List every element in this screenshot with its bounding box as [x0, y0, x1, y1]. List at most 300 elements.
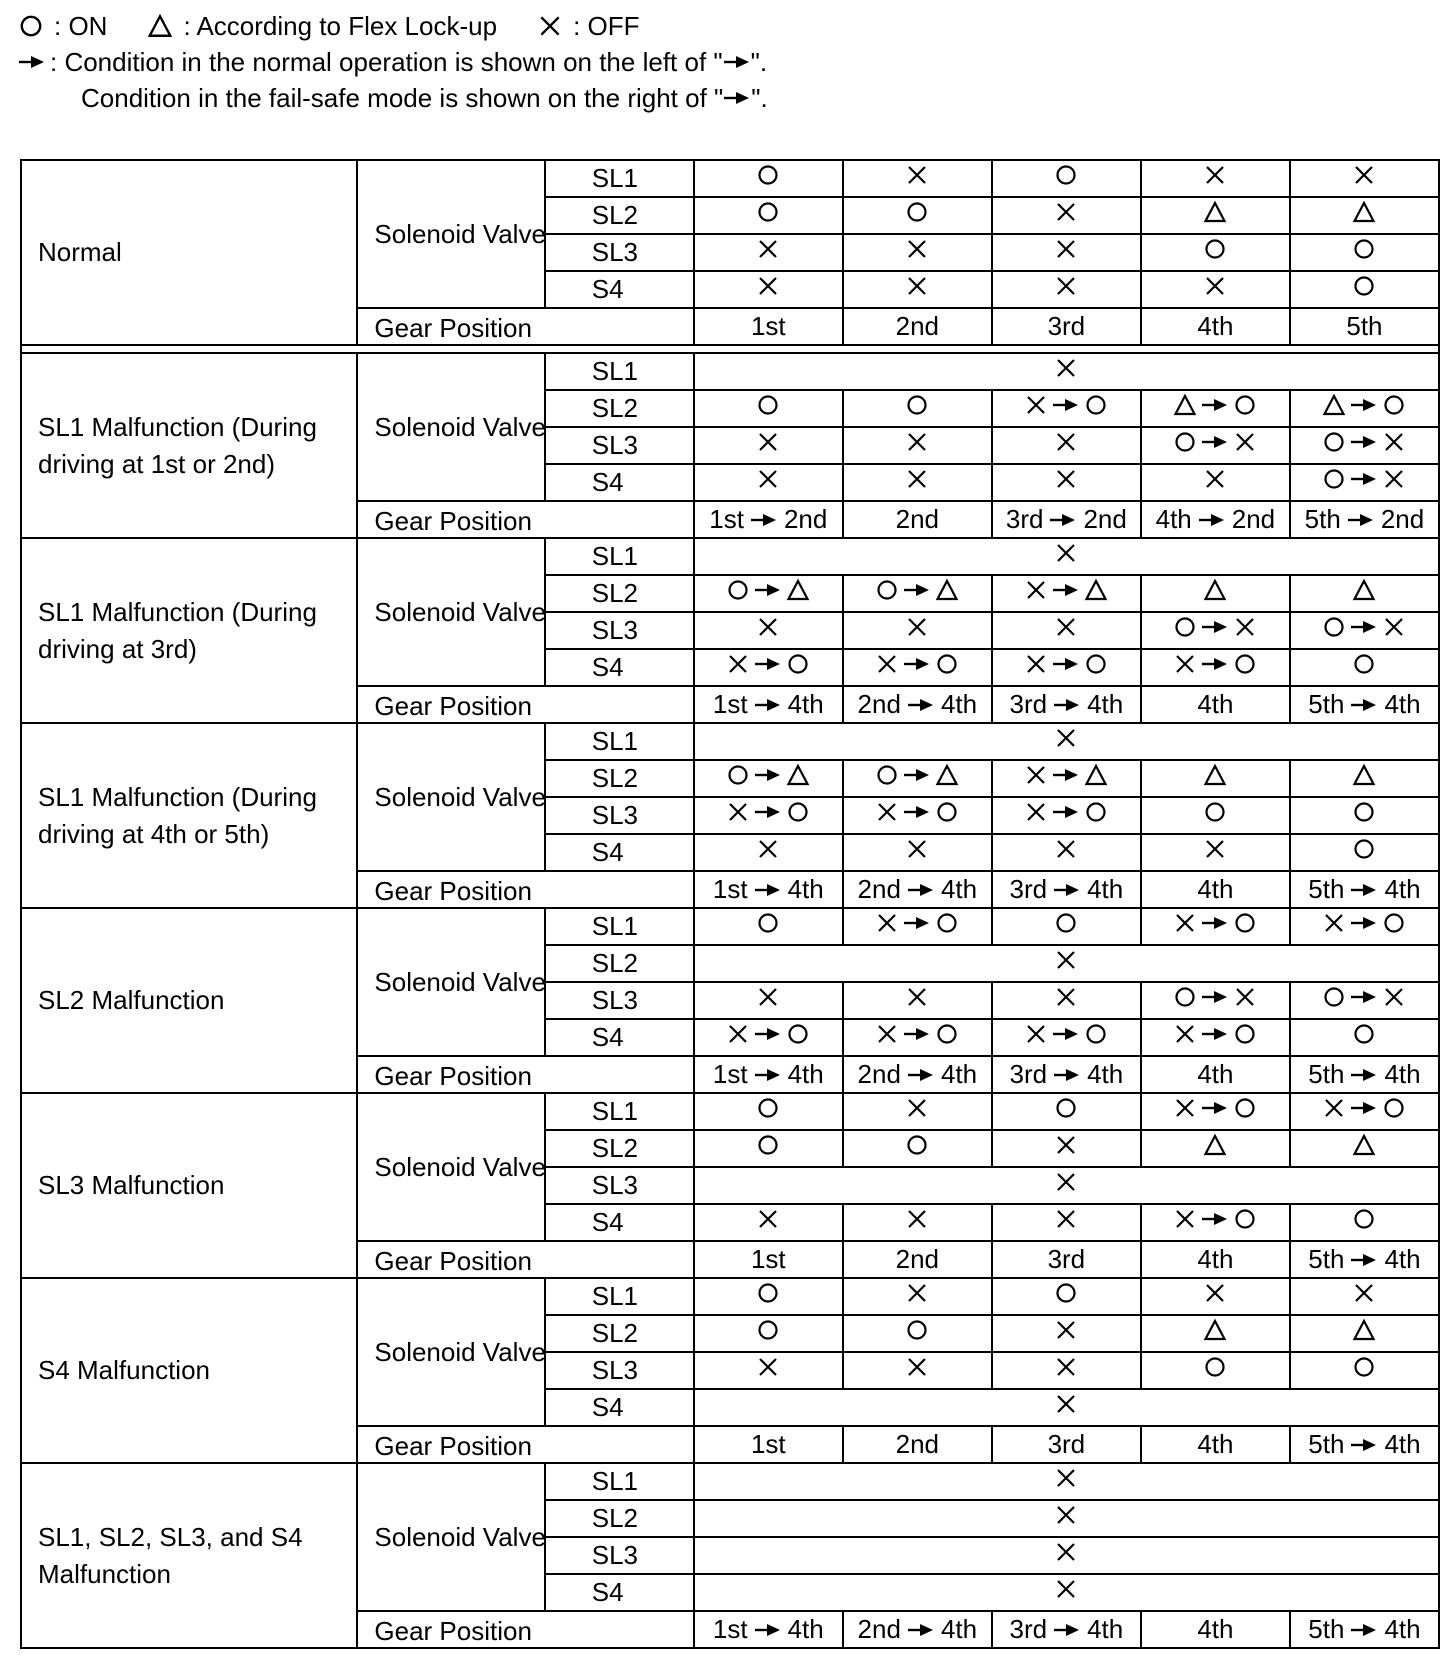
cross-icon [756, 985, 780, 1009]
symbol-value [756, 200, 780, 224]
state-cell [694, 464, 843, 501]
symbol-value [1322, 467, 1406, 491]
cross-icon [905, 615, 929, 639]
triangle-icon [1203, 200, 1227, 224]
table-row [21, 723, 1439, 760]
arrow-right-icon [1201, 430, 1229, 454]
state-cell [1290, 908, 1439, 945]
arrow-right-icon [907, 878, 935, 902]
state-cell [694, 649, 843, 686]
gear-text: 5th [1308, 1614, 1345, 1644]
circle-icon [1352, 1022, 1376, 1046]
cross-icon [875, 911, 899, 935]
arrow-right-icon [1053, 693, 1081, 717]
gear-text: 4th [940, 689, 978, 719]
gear-value [1048, 1429, 1086, 1460]
symbol-value [1173, 1096, 1257, 1120]
cross-icon [756, 237, 780, 261]
cross-icon [1382, 430, 1406, 454]
gear-position-label: Gear Position [357, 308, 544, 345]
symbol-value [1352, 1281, 1376, 1305]
triangle-icon [1322, 393, 1346, 417]
circle-icon [1322, 467, 1346, 491]
state-cell [694, 427, 843, 464]
arrow-right-icon [1053, 878, 1081, 902]
circle-icon [1382, 393, 1406, 417]
gear-text: 4th [1087, 1614, 1124, 1644]
state-cell [843, 427, 992, 464]
gear-value [1197, 874, 1233, 905]
cross-icon [756, 1355, 780, 1379]
valve-label: SL3 [545, 427, 694, 464]
cross-icon [756, 1207, 780, 1231]
state-cell [1290, 1019, 1439, 1056]
state-cell [843, 612, 992, 649]
arrow-right-icon [903, 763, 931, 787]
symbol-value [1173, 615, 1257, 639]
circle-icon [1233, 1022, 1257, 1046]
triangle-icon [1352, 578, 1376, 602]
legend [18, 8, 768, 116]
gear-text: 1st [750, 311, 786, 341]
state-cell [843, 760, 992, 797]
legend-line-arrow-failsafe [18, 80, 768, 116]
circle-icon [1233, 1207, 1257, 1231]
triangle-icon [935, 578, 959, 602]
state-cell [694, 1278, 843, 1315]
arrow-right-icon [1350, 1248, 1378, 1272]
valve-label: SL2 [545, 390, 694, 427]
section-name: SL1, SL2, SL3, and S4 Malfunction [21, 1463, 357, 1648]
gear-cell [843, 501, 992, 538]
gear-text: 5th [1308, 874, 1345, 904]
circle-icon [1352, 274, 1376, 298]
circle-icon [1352, 1207, 1376, 1231]
symbol-value [1322, 615, 1406, 639]
state-cell [843, 390, 992, 427]
legend-text: : ON [54, 11, 108, 41]
table-row [21, 908, 1439, 945]
arrow-right-icon [754, 693, 782, 717]
arrow-right-icon [1052, 578, 1080, 602]
gear-value [1308, 689, 1420, 720]
triangle-icon [1084, 578, 1108, 602]
gear-value [713, 1059, 824, 1090]
gear-position-label: Gear Position [357, 1426, 544, 1463]
gear-cell [992, 686, 1141, 723]
circle-icon [1054, 163, 1078, 187]
state-cell [1290, 834, 1439, 871]
valve-label: SL2 [545, 945, 694, 982]
state-cell [1290, 390, 1439, 427]
state-cell [694, 160, 843, 197]
gear-text: 4th [940, 1059, 978, 1089]
state-cell [694, 197, 843, 234]
state-cell [694, 271, 843, 308]
cross-icon [1024, 763, 1048, 787]
cross-icon [756, 430, 780, 454]
gear-text: 2nd [857, 1059, 901, 1089]
cross-icon [726, 652, 750, 676]
triangle-icon [1352, 1133, 1376, 1157]
gear-text: 4th [787, 874, 824, 904]
gear-value [1308, 1244, 1420, 1275]
cross-icon [1054, 1355, 1078, 1379]
cross-icon [1382, 467, 1406, 491]
valve-label: SL2 [545, 1500, 694, 1537]
circle-icon [935, 652, 959, 676]
state-cell [843, 271, 992, 308]
symbol-value [905, 430, 929, 454]
circle-icon [1233, 652, 1257, 676]
section-name: SL1 Malfunction (During driving at 4th or 5th) [21, 723, 357, 908]
symbol-value [756, 430, 780, 454]
state-cell [843, 1352, 992, 1389]
circle-icon [1173, 615, 1197, 639]
symbol-value [1024, 393, 1108, 417]
gear-position-spacer [545, 1611, 694, 1648]
symbol-value [1352, 837, 1376, 861]
state-cell [992, 234, 1141, 271]
gear-cell [843, 686, 992, 723]
gear-text: 4th [1384, 1244, 1421, 1274]
section-separator [21, 345, 1439, 353]
valve-label: SL1 [545, 160, 694, 197]
gear-text: 5th [1308, 1244, 1345, 1274]
gear-position-spacer [545, 1056, 694, 1093]
gear-text: 2nd [857, 689, 901, 719]
state-cell [1290, 464, 1439, 501]
gear-text: 4th [1087, 689, 1124, 719]
state-cell [1141, 1278, 1290, 1315]
gear-text: 4th [787, 1614, 824, 1644]
cross-icon [1203, 1281, 1227, 1305]
gear-value [858, 874, 978, 905]
arrow-right-icon [1350, 615, 1378, 639]
arrow-right-icon [1350, 1096, 1378, 1120]
symbol-value [905, 274, 929, 298]
symbol-value [875, 911, 959, 935]
state-cell [1141, 1093, 1290, 1130]
cross-icon [1054, 1466, 1078, 1490]
symbol-value [1203, 163, 1227, 187]
gear-cell [1290, 1611, 1439, 1648]
cross-icon [1054, 1170, 1078, 1194]
cross-icon [1352, 1281, 1376, 1305]
gear-value [1197, 1059, 1233, 1090]
cross-icon [726, 800, 750, 824]
valve-label: SL1 [545, 538, 694, 575]
arrow-right-icon [750, 508, 778, 532]
state-cell [992, 575, 1141, 612]
symbol-value [1173, 652, 1257, 676]
state-cell [1141, 197, 1290, 234]
valve-label: SL3 [545, 234, 694, 271]
state-cell [843, 1278, 992, 1315]
symbol-value [905, 200, 929, 224]
symbol-value [756, 237, 780, 261]
gear-position-spacer [545, 308, 694, 345]
state-cell [992, 1315, 1141, 1352]
gear-text: 1st [712, 1614, 748, 1644]
symbol-value [1054, 1577, 1078, 1601]
cross-icon [1024, 800, 1048, 824]
state-cell-span [694, 1389, 1439, 1426]
gear-cell [694, 1611, 843, 1648]
triangle-icon [1203, 763, 1227, 787]
state-cell [1141, 1352, 1290, 1389]
cross-icon [1173, 1096, 1197, 1120]
circle-icon [1203, 237, 1227, 261]
symbol-value [756, 393, 780, 417]
valve-label: S4 [545, 464, 694, 501]
gear-text: 4th [1087, 874, 1124, 904]
symbol-value [1203, 800, 1227, 824]
gear-value [1156, 504, 1276, 535]
gear-cell [843, 871, 992, 908]
valve-label: S4 [545, 1574, 694, 1611]
state-cell [992, 1352, 1141, 1389]
gear-text: 4th [1197, 874, 1234, 904]
state-cell [1290, 271, 1439, 308]
gear-cell [694, 1241, 843, 1278]
state-cell [843, 1130, 992, 1167]
gear-position-spacer [545, 686, 694, 723]
cross-icon [756, 615, 780, 639]
gear-cell [694, 871, 843, 908]
symbol-value [756, 274, 780, 298]
cross-icon [756, 274, 780, 298]
section-name: Normal [21, 160, 357, 345]
legend-line-arrow-normal [18, 44, 768, 80]
gear-cell [1141, 686, 1290, 723]
triangle-icon [1352, 763, 1376, 787]
gear-cell [992, 308, 1141, 345]
cross-icon [1054, 726, 1078, 750]
arrow-right-icon [723, 50, 751, 74]
gear-text: 4th [1384, 874, 1421, 904]
symbol-value [905, 985, 929, 1009]
symbol-value [1054, 1281, 1078, 1305]
symbol-value [756, 1207, 780, 1231]
state-cell [992, 1130, 1141, 1167]
gear-value [713, 689, 824, 720]
valve-label: SL3 [545, 612, 694, 649]
cross-icon [905, 430, 929, 454]
symbol-value [1322, 1096, 1406, 1120]
gear-text: 4th [1155, 504, 1192, 534]
state-cell [1141, 982, 1290, 1019]
state-cell [694, 1093, 843, 1130]
cross-icon [1233, 615, 1257, 639]
legend-text: : OFF [573, 11, 640, 41]
arrow-right-icon [1201, 985, 1229, 1009]
gear-cell [1141, 1426, 1290, 1463]
symbol-value [1352, 1022, 1376, 1046]
cross-icon [1054, 985, 1078, 1009]
arrow-right-icon [1052, 652, 1080, 676]
arrow-right-icon [754, 1063, 782, 1087]
state-cell [1290, 197, 1439, 234]
state-cell [992, 390, 1141, 427]
gear-text: 3rd [1009, 874, 1048, 904]
gear-text: 2nd [857, 1614, 901, 1644]
state-cell [843, 1093, 992, 1130]
gear-value [751, 311, 786, 342]
state-cell [1141, 390, 1290, 427]
arrow-right-icon [1201, 652, 1229, 676]
state-cell [1141, 1204, 1290, 1241]
circle-icon [756, 1318, 780, 1342]
table-row [21, 353, 1439, 390]
gear-cell [1141, 501, 1290, 538]
symbol-value [1054, 200, 1078, 224]
gear-text: 2nd [857, 874, 901, 904]
symbol-value [1352, 1318, 1376, 1342]
arrow-right-icon [1201, 911, 1229, 935]
gear-cell [843, 1056, 992, 1093]
state-cell [843, 834, 992, 871]
state-cell [992, 797, 1141, 834]
gear-position-spacer [545, 871, 694, 908]
cross-icon [905, 985, 929, 1009]
circle-icon [1084, 1022, 1108, 1046]
arrow-right-icon [903, 652, 931, 676]
state-cell [992, 908, 1141, 945]
symbol-value [905, 1207, 929, 1231]
symbol-value [875, 578, 959, 602]
gear-text: 2nd [895, 311, 940, 341]
cross-icon [1054, 1392, 1078, 1416]
gear-value [896, 1429, 939, 1460]
triangle-icon [1203, 578, 1227, 602]
state-cell [694, 908, 843, 945]
solenoid-valve-label: Solenoid Valve [357, 353, 544, 501]
symbol-value [1203, 274, 1227, 298]
arrow-right-icon [1201, 1096, 1229, 1120]
section-name: SL3 Malfunction [21, 1093, 357, 1278]
gear-value [896, 1244, 939, 1275]
symbol-value [1173, 1022, 1257, 1046]
gear-cell [694, 501, 843, 538]
valve-label: SL1 [545, 1093, 694, 1130]
symbol-value [1054, 615, 1078, 639]
state-cell [1141, 464, 1290, 501]
legend-text: : Condition in the normal operation is shown on the left of " [50, 47, 723, 77]
symbol-value [1173, 911, 1257, 935]
gear-value [858, 1614, 978, 1645]
state-cell [1141, 612, 1290, 649]
state-cell [843, 908, 992, 945]
symbol-value [756, 1318, 780, 1342]
triangle-icon [786, 763, 810, 787]
symbol-value [905, 393, 929, 417]
arrow-right-icon [1350, 1433, 1378, 1457]
cross-icon [905, 837, 929, 861]
arrow-right-icon [754, 763, 782, 787]
valve-label: SL1 [545, 1278, 694, 1315]
cross-icon [905, 1207, 929, 1231]
valve-label: S4 [545, 1204, 694, 1241]
state-cell [1141, 427, 1290, 464]
state-cell [843, 197, 992, 234]
state-cell [843, 1315, 992, 1352]
state-cell [694, 982, 843, 1019]
state-cell [1290, 1093, 1439, 1130]
symbol-value [1173, 1207, 1257, 1231]
arrow-right-icon [903, 800, 931, 824]
state-cell [1290, 575, 1439, 612]
cross-icon [1173, 1207, 1197, 1231]
arrow-right-icon [1053, 1063, 1081, 1087]
symbol-value [1352, 274, 1376, 298]
symbol-value [905, 467, 929, 491]
symbol-value [1054, 430, 1078, 454]
gear-text: 2nd [895, 1244, 940, 1274]
gear-position-spacer [545, 1241, 694, 1278]
cross-icon [1054, 1133, 1078, 1157]
cross-icon [1352, 163, 1376, 187]
symbol-value [1054, 1133, 1078, 1157]
separator-cell [21, 345, 1439, 353]
state-cell-span [694, 1463, 1439, 1500]
symbol-value [756, 911, 780, 935]
valve-label: SL2 [545, 197, 694, 234]
solenoid-valve-label: Solenoid Valve [357, 538, 544, 686]
state-cell [992, 1019, 1141, 1056]
valve-label: SL2 [545, 1315, 694, 1352]
circle-icon [786, 800, 810, 824]
state-cell [1290, 1204, 1439, 1241]
symbol-value [1054, 1207, 1078, 1231]
arrow-right-icon [723, 86, 751, 110]
legend-line-symbols [18, 8, 768, 44]
cross-icon [905, 237, 929, 261]
gear-text: 5th [1308, 1429, 1345, 1459]
state-cell [1141, 234, 1290, 271]
gear-text: 2nd [783, 504, 828, 534]
valve-label: SL3 [545, 1167, 694, 1204]
gear-cell [1290, 1241, 1439, 1278]
gear-position-label: Gear Position [357, 871, 544, 908]
symbol-value [756, 467, 780, 491]
gear-value [1308, 1429, 1420, 1460]
gear-value [1308, 1614, 1420, 1645]
gear-text: 1st [712, 874, 748, 904]
gear-text: 2nd [1380, 504, 1425, 534]
circle-icon [756, 1133, 780, 1157]
gear-text: 3rd [1047, 1244, 1086, 1274]
symbol-value [1054, 1540, 1078, 1564]
cross-icon [905, 163, 929, 187]
gear-text: 3rd [1009, 689, 1048, 719]
symbol-value [1322, 393, 1406, 417]
state-cell [1290, 1315, 1439, 1352]
gear-cell [1290, 1426, 1439, 1463]
gear-value [1009, 689, 1123, 720]
symbol-value [1203, 1355, 1227, 1379]
gear-text: 4th [1384, 1059, 1421, 1089]
solenoid-valve-label: Solenoid Valve [357, 908, 544, 1056]
gear-text: 3rd [1009, 1614, 1048, 1644]
arrow-right-icon [754, 652, 782, 676]
valve-label: S4 [545, 649, 694, 686]
cross-icon [1382, 985, 1406, 1009]
state-cell [992, 1093, 1141, 1130]
gear-value [1009, 1614, 1123, 1645]
valve-label: SL3 [545, 797, 694, 834]
state-cell-span [694, 1167, 1439, 1204]
